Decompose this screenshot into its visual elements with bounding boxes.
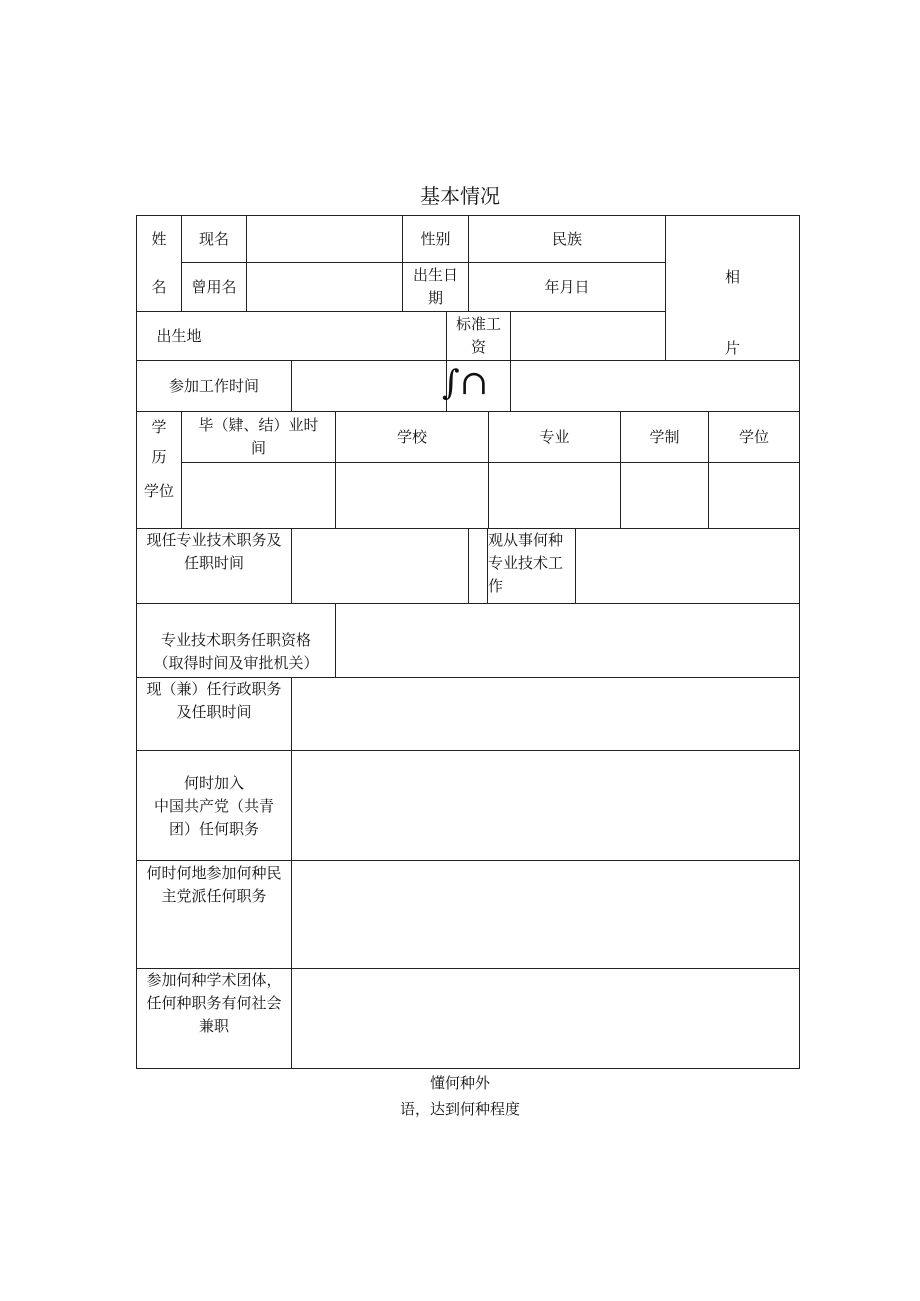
major-field[interactable]: [489, 463, 620, 528]
gender-label: 性别: [420, 229, 451, 248]
admin-post-field[interactable]: [292, 678, 799, 750]
major-header: 专业: [539, 427, 570, 446]
school-field[interactable]: [336, 463, 488, 528]
education-label-1: 学: [151, 418, 167, 436]
education-label-3: 学位: [143, 482, 174, 500]
current-title-label: 现任专业技术职务及 任职时间: [146, 531, 282, 572]
former-name-label: 曾用名: [191, 277, 237, 296]
work-start-field[interactable]: [292, 361, 446, 411]
birthplace-field[interactable]: [221, 312, 446, 360]
study-length-field[interactable]: [621, 463, 708, 528]
birthplace-label: 出生地: [156, 326, 202, 345]
standard-salary-label: 标准工 资: [455, 315, 501, 356]
work-start-extra-field[interactable]: [511, 361, 799, 411]
current-name-field[interactable]: [247, 216, 402, 262]
school-header: 学校: [396, 427, 427, 446]
qualification-field[interactable]: [336, 604, 799, 677]
current-name-label: 现名: [198, 229, 229, 248]
current-work-label: 观从事何种 专业技术工 作: [488, 531, 564, 595]
graduation-time-header: 毕（肄、结）业时 间: [198, 416, 319, 457]
stamp-mark: ∫∩: [442, 363, 489, 403]
degree-header: 学位: [738, 427, 769, 446]
photo-area[interactable]: [666, 216, 799, 360]
party-join-field[interactable]: [292, 751, 799, 860]
qualification-label: 专业技术职务任职资格 （取得时间及审批机关）: [153, 631, 319, 672]
graduation-time-field[interactable]: [182, 463, 335, 528]
footer-line-2: 语，达到何种程度: [399, 1100, 520, 1118]
standard-salary-field[interactable]: [511, 312, 665, 360]
current-work-field[interactable]: [576, 529, 799, 603]
photo-label-top: 相: [724, 268, 740, 286]
photo-label-bottom: 片: [724, 339, 740, 357]
study-length-header: 学制: [649, 427, 680, 446]
birth-date-label: 出生日 期: [412, 266, 458, 307]
degree-field[interactable]: [709, 463, 799, 528]
work-start-label: 参加工作时间: [168, 376, 259, 395]
democratic-party-field[interactable]: [292, 861, 799, 968]
democratic-party-label: 何时何地参加何种民 主党派任何职务: [146, 864, 282, 905]
current-title-field[interactable]: [292, 529, 468, 603]
name-label-top: 姓: [151, 229, 167, 248]
party-join-label: 何时加入 中国共产党（共青 团）任何职务: [153, 773, 274, 838]
academic-groups-field[interactable]: [292, 969, 799, 1068]
admin-post-label: 现（兼）任行政职务 及任职时间: [146, 680, 282, 721]
ethnicity-label: 民族: [551, 229, 582, 248]
education-label-2: 历: [151, 448, 167, 466]
former-name-field[interactable]: [247, 263, 402, 311]
birth-date-field[interactable]: 年月日: [544, 277, 590, 296]
academic-groups-label: 参加何种学术团体， 任何种职务有何社会 兼职: [146, 971, 282, 1035]
footer-line-1: 懂何种外: [429, 1074, 490, 1092]
page-title: 基本情况: [420, 184, 500, 208]
name-label-bottom: 名: [151, 277, 167, 296]
